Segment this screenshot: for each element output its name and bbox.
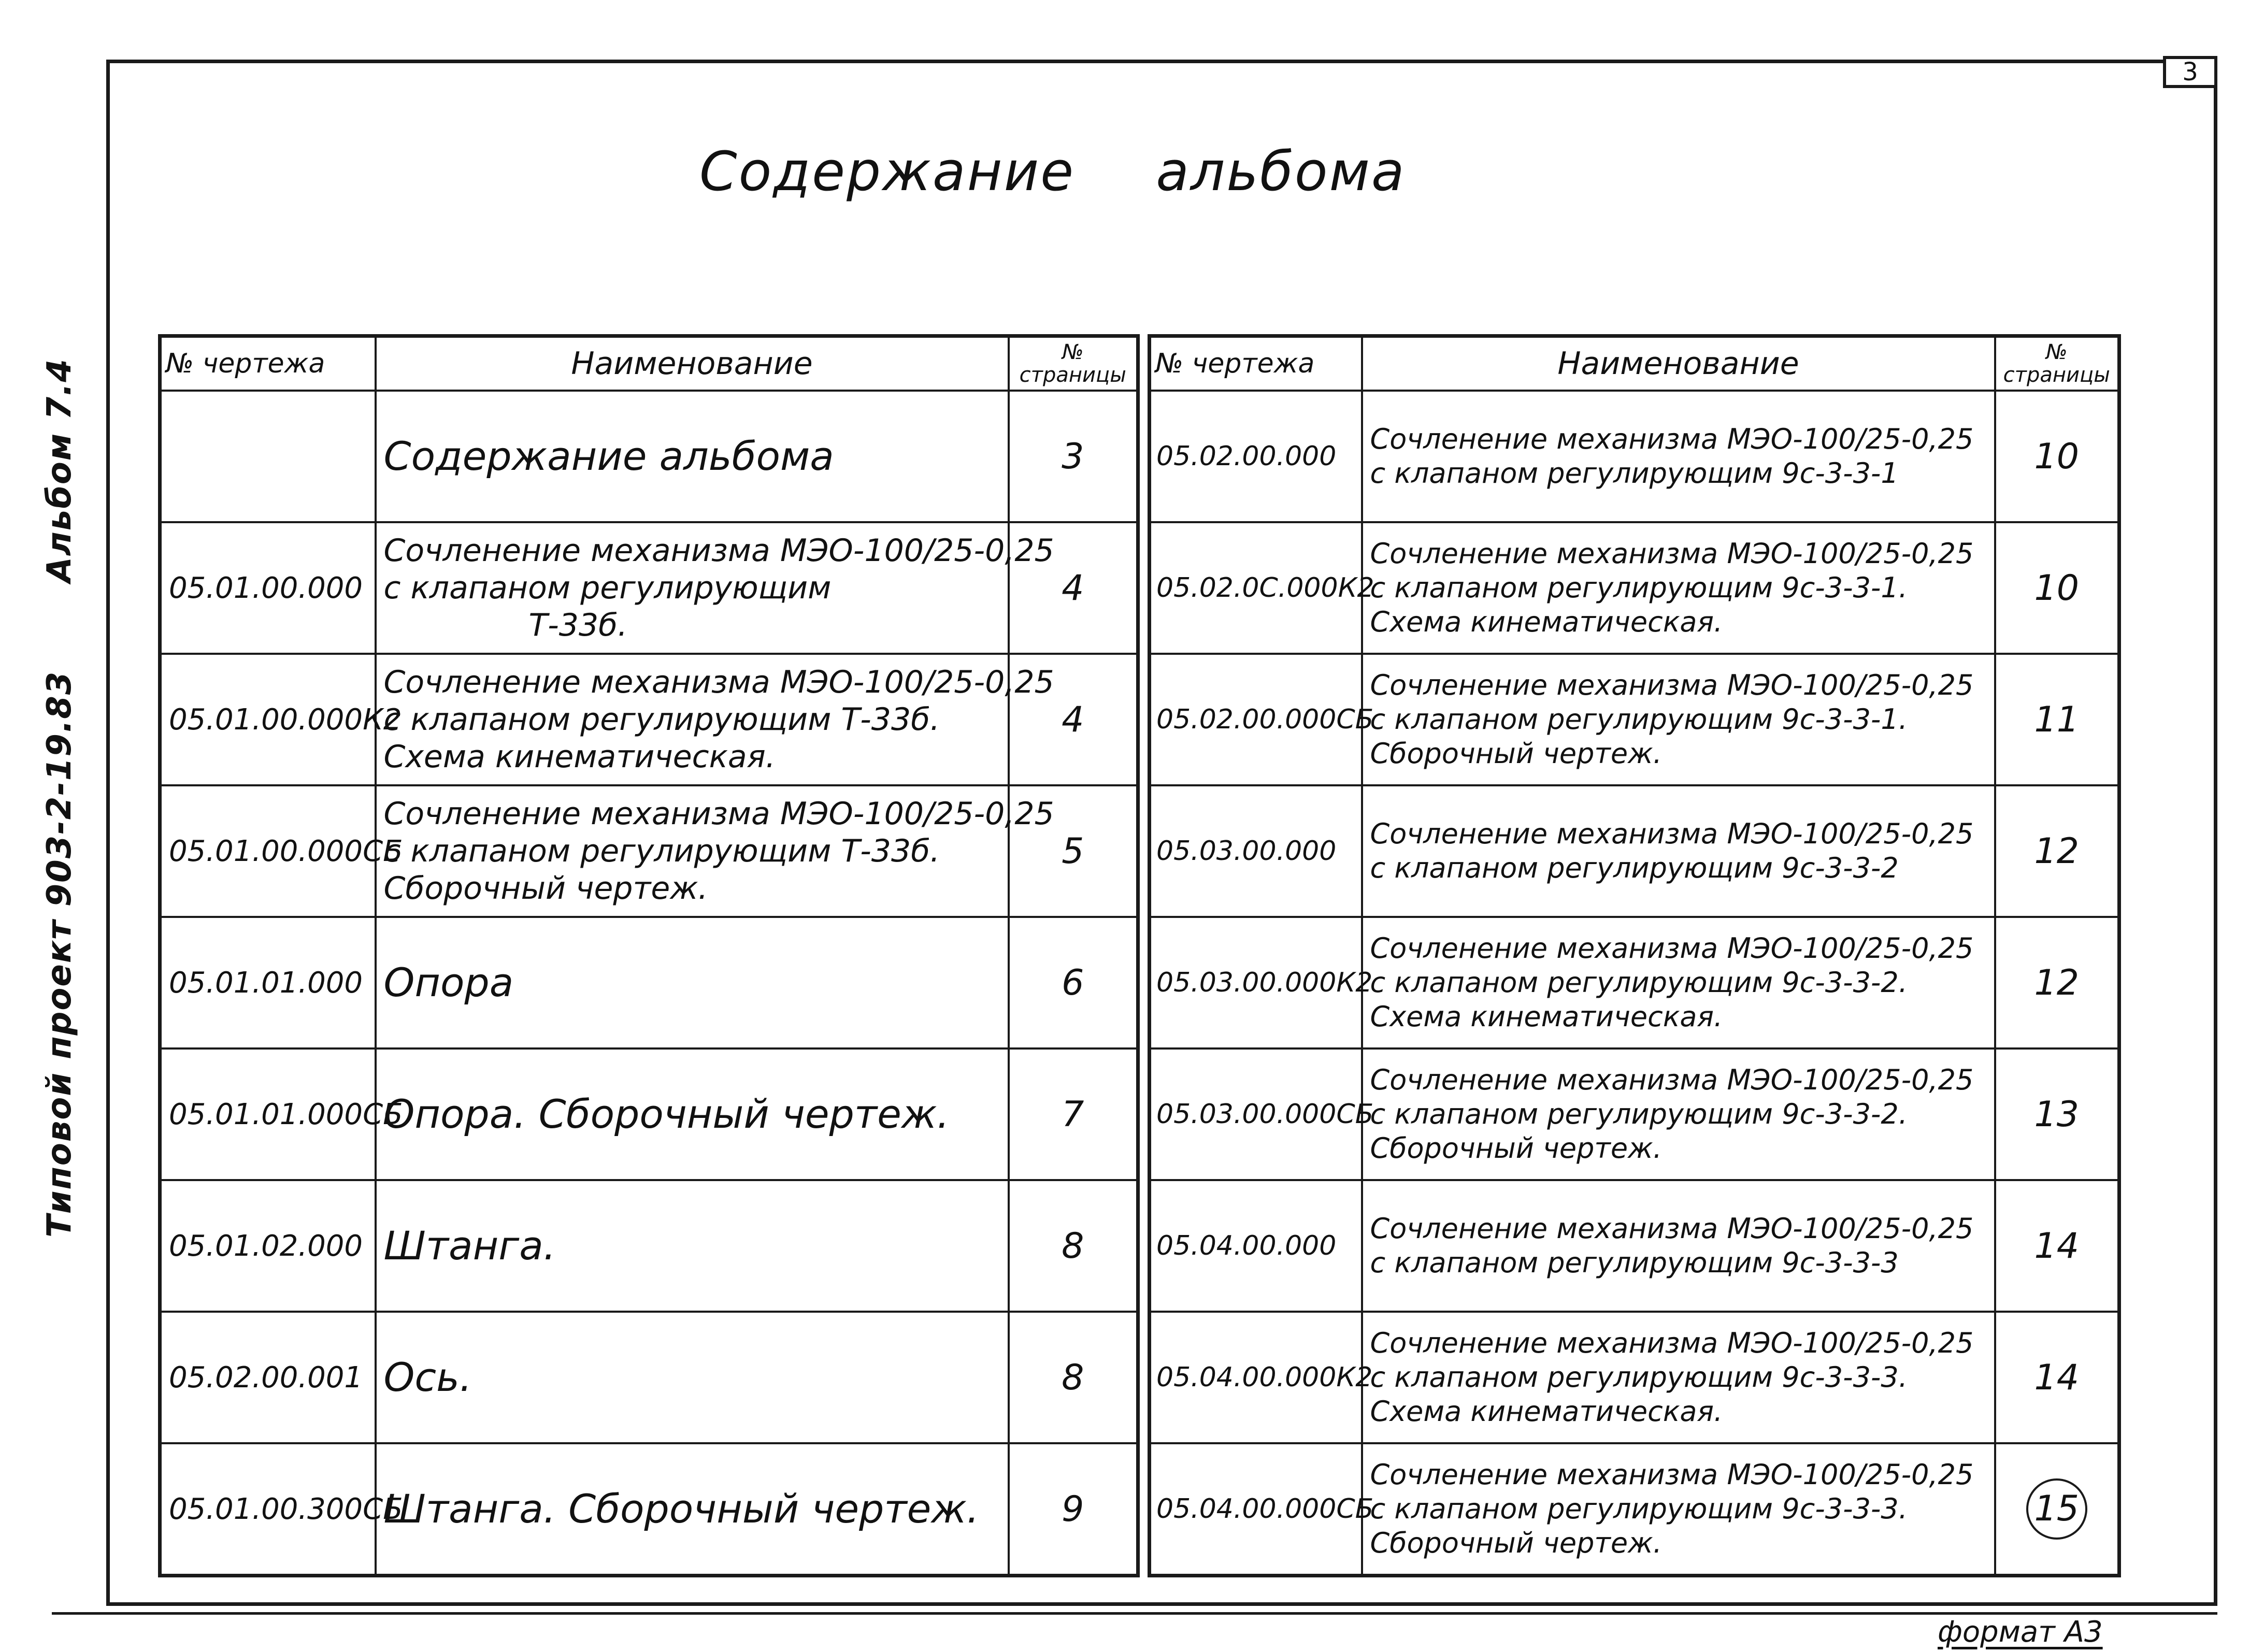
drawing-number: 05.01.00.000СБ: [160, 785, 376, 917]
header-name: Наименование: [376, 336, 1009, 391]
drawing-name-line: Сочленение механизма МЭО-100/25-0,25: [1370, 1458, 1974, 1491]
drawing-number: 05.01.02.000: [160, 1180, 376, 1312]
table-row: [160, 785, 1138, 917]
table-row: [160, 522, 1138, 654]
drawing-number: 05.04.00.000: [1150, 1180, 1362, 1312]
page-number: 6: [1009, 917, 1138, 1048]
page-number: 8: [1009, 1180, 1138, 1312]
drawing-name: [1362, 522, 1995, 654]
table-row: [1150, 1443, 2119, 1576]
drawing-name-line: Сборочный чертеж.: [1370, 1132, 1662, 1165]
drawing-name-line: Опора: [383, 959, 514, 1005]
drawing-name-line: Ось.: [383, 1354, 472, 1400]
page-number: 12: [1995, 917, 2119, 1048]
project-label: Типовой проект 903-2-19.83: [40, 670, 79, 1238]
drawing-name-line: с клапаном регулирующим 9с-3-3-2: [1370, 852, 1899, 884]
drawing-name: [1362, 1180, 1995, 1312]
header-drawing-number: № чертежа: [160, 336, 376, 391]
drawing-name-line: с клапаном регулирующим 9с-3-3-3.: [1370, 1492, 1908, 1525]
page-number: 5: [1009, 785, 1138, 917]
drawing-name: [376, 654, 1054, 785]
drawing-name-line: Штанга. Сборочный чертеж.: [383, 1486, 979, 1532]
contents-table-right: [1148, 334, 2121, 1577]
drawing-name-line: с клапаном регулирующим 9с-3-3-1.: [1370, 703, 1908, 736]
drawing-name: [376, 522, 1054, 654]
page-number: 9: [1009, 1443, 1138, 1576]
table-row: [1150, 391, 2119, 522]
drawing-name-line: Сочленение механизма МЭО-100/25-0,25: [1370, 1064, 1974, 1096]
drawing-name-line: Штанга.: [383, 1223, 556, 1269]
drawing-number: 05.02.00.001: [160, 1312, 376, 1443]
drawing-name: [376, 785, 1054, 917]
drawing-name-line: Сборочный чертеж.: [383, 870, 708, 907]
drawing-name: [1362, 391, 1995, 522]
drawing-name-line: с клапаном регулирующим 9с-3-3-2.: [1370, 966, 1908, 999]
table-row: [160, 1312, 1138, 1443]
table-row: [1150, 917, 2119, 1048]
page-title: Содержание альбома: [699, 140, 1406, 203]
header-page: № страницы: [1009, 336, 1138, 391]
drawing-name-line: с клапаном регулирующим Т-33б.: [383, 701, 940, 738]
bottom-border-line: [52, 1612, 2217, 1615]
side-stamp: [40, 358, 79, 1238]
drawing-name: [1362, 785, 1995, 917]
drawing-number: 05.03.00.000: [1150, 785, 1362, 917]
page-number: 4: [1009, 522, 1138, 654]
drawing-name-line: Сочленение механизма МЭО-100/25-0,25: [1370, 817, 1974, 850]
drawing-name: [376, 391, 1009, 522]
header-drawing-number: № чертежа: [1150, 336, 1362, 391]
drawing-number: 05.01.00.000: [160, 522, 376, 654]
drawing-number: 05.01.00.000К2: [160, 654, 376, 785]
page-number: 11: [1995, 654, 2119, 785]
drawing-name-line: Сочленение механизма МЭО-100/25-0,25: [1370, 1327, 1974, 1359]
drawing-name-line: с клапаном регулирующим 9с-3-3-1.: [1370, 571, 1908, 604]
drawing-name-line: Схема кинематическая.: [383, 739, 776, 775]
format-label: формат А3: [1938, 1615, 2103, 1649]
sheet-number: 3: [2163, 56, 2217, 88]
drawing-name-line: Содержание альбома: [383, 433, 834, 479]
table-row: [1150, 785, 2119, 917]
drawing-number: 05.01.00.300СБ: [160, 1443, 376, 1576]
drawing-number: 05.02.0С.000К2: [1150, 522, 1362, 654]
table-row: [1150, 654, 2119, 785]
page-number: 14: [1995, 1312, 2119, 1443]
drawing-name-line: с клапаном регулирующим 9с-3-3-2.: [1370, 1098, 1908, 1130]
drawing-name-line: с клапаном регулирующим 9с-3-3-3: [1370, 1246, 1899, 1279]
table-row: [160, 391, 1138, 522]
drawing-name-line: Сочленение механизма МЭО-100/25-0,25: [1370, 423, 1974, 455]
drawing-number: 05.02.00.000СБ: [1150, 654, 1362, 785]
drawing-name-line: с клапаном регулирующим 9с-3-3-3.: [1370, 1361, 1908, 1394]
drawing-name-line: Схема кинематическая.: [1370, 1000, 1723, 1033]
drawing-number: 05.04.00.000К2: [1150, 1312, 1362, 1443]
page-number: 4: [1009, 654, 1138, 785]
drawing-name-line: Сочленение механизма МЭО-100/25-0,25: [383, 533, 1054, 569]
drawing-name: [1362, 654, 1995, 785]
table-row: [160, 1443, 1138, 1576]
drawing-name: [376, 1312, 1009, 1443]
drawing-name-line: Сборочный чертеж.: [1370, 737, 1662, 770]
drawing-name-line: Сборочный чертеж.: [1370, 1527, 1662, 1559]
table-row: [1150, 522, 2119, 654]
drawing-name-line: Схема кинематическая.: [1370, 1395, 1723, 1428]
page-number: 10: [1995, 522, 2119, 654]
drawing-number: 05.03.00.000К2: [1150, 917, 1362, 1048]
drawing-number: 05.01.01.000СБ: [160, 1048, 376, 1180]
drawing-name-line: Сочленение механизма МЭО-100/25-0,25: [1370, 932, 1974, 965]
page-number: 13: [1995, 1048, 2119, 1180]
drawing-name: [376, 917, 1009, 1048]
drawing-name: [1362, 1312, 1995, 1443]
drawing-name-line: с клапаном регулирующим: [383, 570, 832, 606]
page-number: 7: [1009, 1048, 1138, 1180]
table-row: [160, 1180, 1138, 1312]
table-header-row: [160, 336, 1138, 391]
table-row: [1150, 1048, 2119, 1180]
page-number: 3: [1009, 391, 1138, 522]
drawing-number: 05.04.00.000СБ: [1150, 1443, 1362, 1576]
table-header-row: [1150, 336, 2119, 391]
album-label: Альбом 7.4: [40, 358, 79, 583]
page-number: 12: [1995, 785, 2119, 917]
drawing-name: [1362, 1048, 1995, 1180]
drawing-name-line: Сочленение механизма МЭО-100/25-0,25: [1370, 1212, 1974, 1245]
drawing-number: 05.01.01.000: [160, 917, 376, 1048]
contents-table-left: [158, 334, 1140, 1577]
page-number: 10: [1995, 391, 2119, 522]
drawing-name-line: Сочленение механизма МЭО-100/25-0,25: [383, 664, 1054, 700]
page-number: 14: [1995, 1180, 2119, 1312]
drawing-name: [1362, 917, 1995, 1048]
drawing-name-line: Схема кинематическая.: [1370, 606, 1723, 638]
drawing-number: [160, 391, 376, 522]
drawing-name-line: с клапаном регулирующим 9с-3-3-1: [1370, 457, 1899, 490]
drawing-name: [1362, 1443, 1995, 1576]
drawing-name-line: Сочленение механизма МЭО-100/25-0,25: [383, 796, 1054, 832]
header-name: Наименование: [1362, 336, 1995, 391]
drawing-name-line: Опора. Сборочный чертеж.: [383, 1091, 950, 1137]
drawing-number: 05.03.00.000СБ: [1150, 1048, 1362, 1180]
table-row: [1150, 1180, 2119, 1312]
table-row: [1150, 1312, 2119, 1443]
header-page: № страницы: [1995, 336, 2119, 391]
drawing-name: [376, 1443, 1009, 1576]
circled-page-number: 15: [2026, 1478, 2087, 1540]
drawing-name-line: Сочленение механизма МЭО-100/25-0,25: [1370, 537, 1974, 570]
page-number: 8: [1009, 1312, 1138, 1443]
drawing-name-line: с клапаном регулирующим Т-33б.: [383, 833, 940, 869]
drawing-number: 05.02.00.000: [1150, 391, 1362, 522]
table-row: [160, 654, 1138, 785]
drawing-name-line: Сочленение механизма МЭО-100/25-0,25: [1370, 669, 1974, 701]
drawing-name-line: Т-33б.: [528, 607, 628, 643]
drawing-name: [376, 1180, 1009, 1312]
table-row: [160, 1048, 1138, 1180]
table-row: [160, 917, 1138, 1048]
page-number: [1995, 1443, 2119, 1576]
drawing-name: [376, 1048, 1009, 1180]
